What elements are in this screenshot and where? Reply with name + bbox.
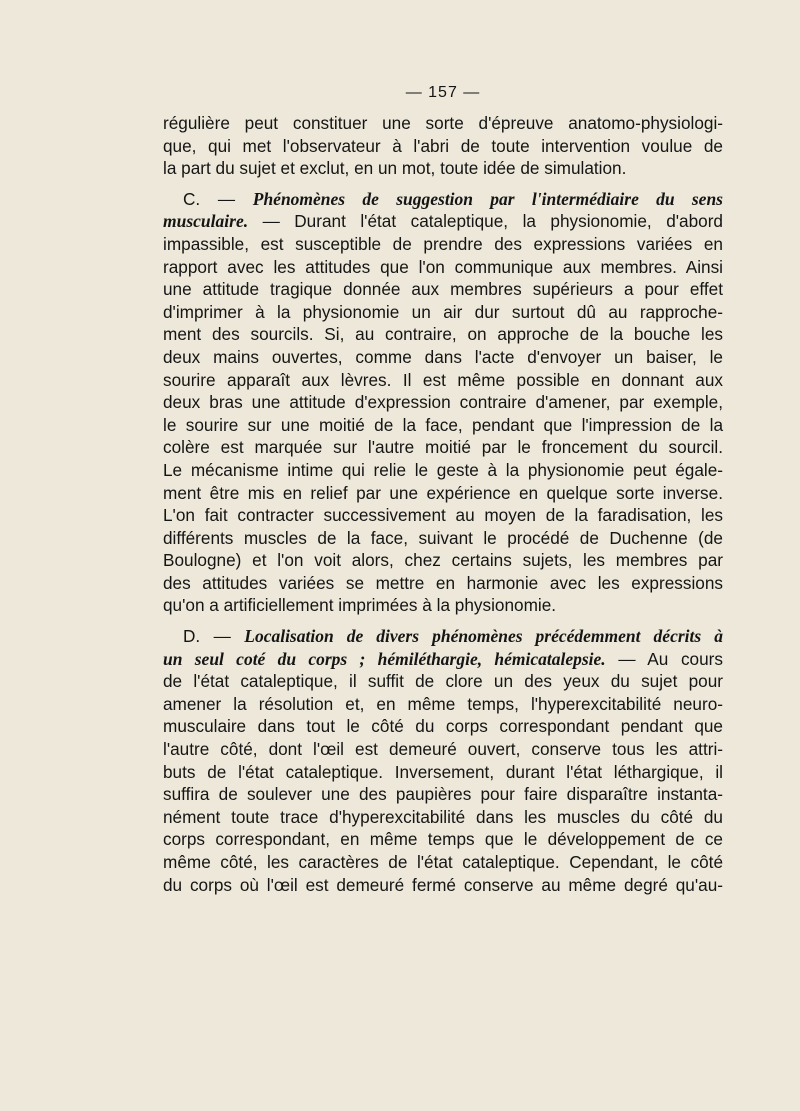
section-heading-line [163, 188, 723, 211]
section-title: Localisation de divers phénomènes précédemment décrits à [244, 626, 723, 647]
text-line: différents muscles de la face, suivant le procédé de Duchenne (de [163, 527, 723, 548]
section-heading-line [163, 625, 723, 648]
text-line: L'on fait contracter successivement au moyen de la faradisation, les [163, 505, 723, 526]
paragraph-section-c [163, 188, 723, 617]
text-line: impassible, est susceptible de prendre des expressions variées en [163, 233, 723, 254]
section-letter: D. — [183, 626, 245, 647]
section-heading-line [163, 210, 723, 233]
text-line: même côté, les caractères de l'état cataleptique. Cependant, le côté [163, 852, 723, 872]
section-title: Phénomènes de suggestion par l'intermédiaire du sens [252, 188, 723, 209]
text-line: qu'on a artificiellement imprimées à la physionomie. [163, 595, 557, 616]
text-run: — Au cours [605, 648, 723, 669]
text-line: sourire apparaît aux lèvres. Il est même possible en donnant aux [163, 369, 723, 390]
text-line: régulière peut constituer une sorte d'épreuve anatomo-physiologi- [163, 113, 723, 133]
text-line: le sourire sur une moitié de la face, pendant que l'impression de la [163, 414, 723, 435]
section-heading-line [163, 648, 723, 671]
section-title-cont: un seul coté du corps ; hémiléthargie, hémicatalepsie. [163, 648, 606, 669]
text-line: du corps où l'œil est demeuré fermé conserve au même degré qu'au- [163, 874, 723, 895]
text-line: que, qui met l'observateur à l'abri de toute intervention voulue de [163, 135, 723, 156]
section-letter: C. — [183, 188, 253, 209]
text-line: une attitude tragique donnée aux membres supérieurs a pour effet [163, 279, 723, 300]
text-line: nément toute trace d'hyperexcitabilité dans les muscles du côté du [163, 806, 723, 827]
text-line: d'imprimer à la physionomie un air dur surtout dû au rapproche- [163, 301, 723, 322]
page-number: — 157 — [405, 84, 481, 101]
text-line: ment des sourcils. Si, au contraire, on approche de la bouche les [163, 324, 723, 345]
text-line: rapport avec les attitudes que l'on communique aux membres. Ainsi [163, 256, 723, 277]
text-line: musculaire dans tout le côté du corps correspondant pendant que [163, 716, 723, 737]
text-line: la part du sujet et exclut, en un mot, toute idée de simulation. [163, 158, 627, 179]
text-line: buts de l'état cataleptique. Inversement, durant l'état léthargique, il [163, 761, 723, 782]
text-line: de l'état cataleptique, il suffit de clore un des yeux du sujet pour [163, 671, 723, 692]
paragraph-1 [163, 112, 723, 180]
text-line: suffira de soulever une des paupières pour faire disparaître instanta- [163, 784, 723, 805]
text-line: Boulogne) et l'on voit alors, chez certains sujets, les membres par [163, 550, 723, 571]
text-line: ment être mis en relief par une expérience en quelque sorte inverse. [163, 482, 723, 503]
text-line: corps correspondant, en même temps que le développement de ce [163, 829, 723, 850]
text-line: deux mains ouvertes, comme dans l'acte d'envoyer un baiser, le [163, 346, 723, 367]
text-run: — Durant l'état cataleptique, la physionomie, d'abord [248, 211, 723, 232]
text-line: amener la résolution et, en même temps, l'hyperexcitabilité neuro- [163, 693, 723, 714]
section-title-cont: musculaire. [163, 211, 249, 232]
text-line: Le mécanisme intime qui relie le geste à la physionomie peut égale- [163, 459, 723, 480]
text-line: colère est marquée sur l'autre moitié par le froncement du sourcil. [163, 437, 723, 458]
text-line: deux bras une attitude d'expression contraire d'amener, par exemple, [163, 392, 723, 413]
paragraph-section-d [163, 625, 723, 896]
body-text [163, 112, 723, 896]
text-line: l'autre côté, dont l'œil est demeuré ouvert, conserve tous les attri- [163, 739, 723, 760]
text-line: des attitudes variées se mettre en harmonie avec les expressions [163, 572, 723, 593]
